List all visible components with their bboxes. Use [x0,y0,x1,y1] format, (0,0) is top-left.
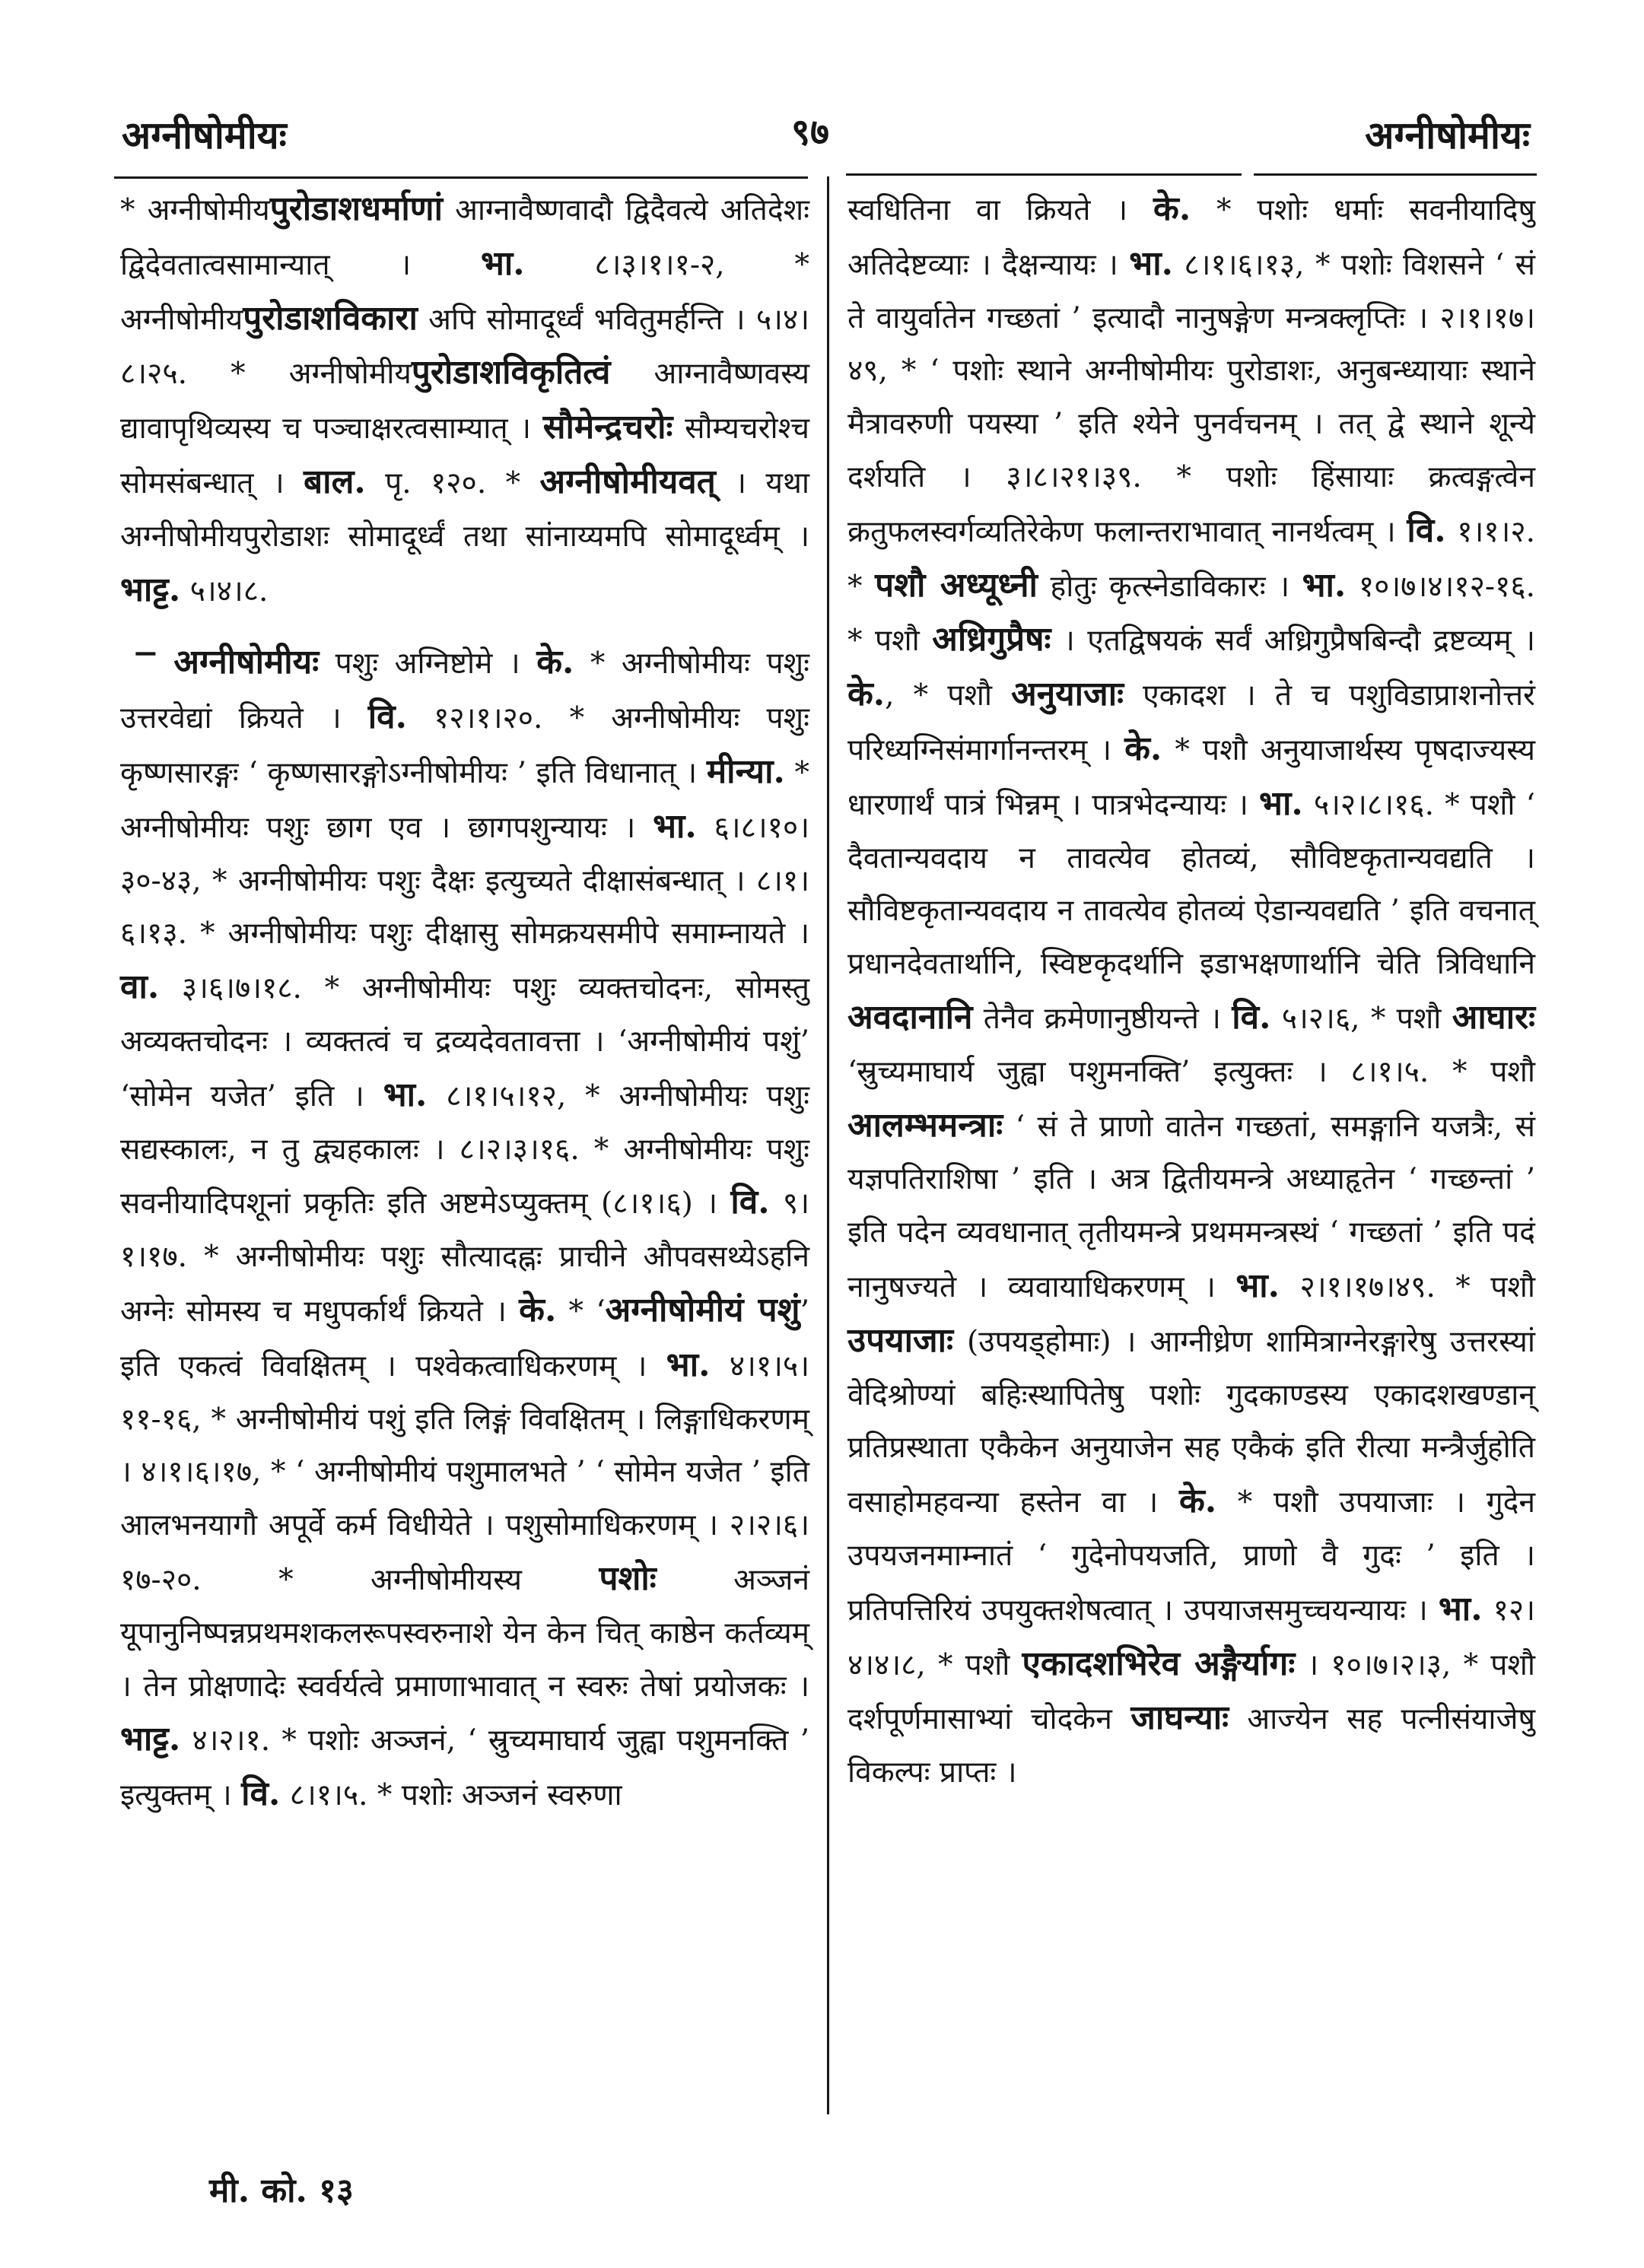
headword: के. [1153,189,1191,228]
headword: वि. [730,1183,770,1222]
text-run: ’ इति एकत्वं विवक्षितम् । पश्वेकत्वाधिकरणम् । [120,1294,809,1383]
headword: भा. [1129,243,1173,283]
headword: जाघन्याः [1130,1698,1229,1738]
text-run: १२।४।४।८, * पशौ [847,1593,1535,1682]
entry-paragraph [847,183,1535,1799]
headword: आलम्भमन्त्राः [847,1105,1003,1145]
headword: के. [536,643,574,682]
text-run: एकादश । ते च पशुविडाप्राशनोत्तरं परिध्यग्निसंमार्गानन्तरम् । [847,678,1535,767]
text-run: ८।१।५।१२, * अग्नीषोमीयः पशुः सद्यस्कालः, न तु द्व्यहकालः । ८।२।३।१६. * अग्नीषोमीयः पशुः सवनीयादिपशूनां प्रकृतिः इति अष्टमेऽप्युक्तम् (८।१।६) । [120,1078,809,1221]
headword: भा. [666,1345,711,1384]
headword: भा. [1302,565,1347,605]
text-run: आग्नावैष्णवस्य द्यावापृथिव्यस्य च पञ्चाक्षरत्वसाम्यात् । [120,357,810,446]
text-run: ८।१।६।१३, * पशोः विशसने ‘ सं ते वायुर्वातेन गच्छतां ’ इत्यादौ नानुषङ्गेण मन्त्रक्लृप्तिः । २।१।१७।४९, * ‘ पशोः स्थाने अग्नीषोमीयः पुरोडाशः, अनुबन्ध्यायाः स्थाने मैत्रावरुणी पयस्या ’ इति श्येने पुनर्वचनम् । तत् द्वे स्थाने शून्ये दर्शयति । ३।८।२१।३९. * पशोः हिंसायाः क्रत्वङ्गत्वेन क्रतुफलस्वर्गव्यतिरेकेण फलान्तराभावात् नानर्थत्वम् । [847,247,1535,549]
text-run: * अग्नीषोमीयः पशुः उत्तरवेद्यां क्रियते । [120,646,809,736]
header-rule-mid [846,173,1242,176]
text-run: १२।१।२०. * अग्नीषोमीयः पशुः कृष्णसारङ्गः ‘ कृष्णसारङ्गोऽग्नीषोमीयः ’ इति विधानात् । [120,701,809,790]
headword: वि. [1232,997,1271,1037]
headword: वि. [241,1774,281,1814]
text-run: * पशौ अनुयाजार्थस्य पृषदाज्यस्य धारणार्थं पात्रं भिन्नम् । पात्रभेदन्यायः । [847,732,1535,822]
running-head-left: अग्नीषोमीयः [122,113,287,157]
headword: वि. [367,697,407,737]
headword: अग्नीषोमीयं पशुं [605,1290,800,1329]
headword: अग्नीषोमीयः [173,643,320,682]
page-number: ९७ [791,111,829,154]
text-run: १।१।२. * [847,514,1535,604]
text-run: ३।६।७।१८. * अग्नीषोमीयः पशुः व्यक्तचोदनः, सोमस्तु अव्यक्तचोदनः । व्यक्तत्वं च द्रव्यदेवतावत्ता । ‘अग्नीषोमीयं पशुं’ ‘सोमेन यजेत’ इति । [120,971,809,1113]
headword: पशौ अध्यूध्नी [875,565,1038,605]
headword: उपयाजाः [847,1320,953,1360]
text-run: ४।२।१. * पशोः अञ्जनं, ‘ स्रुच्यमाघार्य जुह्वा पशुमनक्ति ’ इत्युक्तम् । [120,1723,809,1813]
header-rule-left [114,176,808,179]
headword: भा. [480,243,525,283]
text-run: * पशोः धर्माः सवनीयादिषु अतिदेष्टव्याः । दैक्षन्यायः । [847,193,1535,282]
text-run: अपि सोमादूर्ध्वं भवितुमर्हन्ति । ५।४।८।२५. * अग्नीषोमीय [120,302,809,392]
text-run: * ‘ [556,1294,606,1329]
text-run: । यथा अग्नीषोमीयपुरोडाशः सोमादूर्ध्वं तथा सांनाय्यमपि सोमादूर्ध्वम् । [120,465,810,554]
text-run: * अग्नीषोमीय [120,193,270,227]
headword: भा. [653,806,697,846]
headword: अध्रिगुप्रैषः [932,620,1051,659]
left-column [120,183,809,1822]
text-run: ५।२।६, * पशौ [1270,1001,1452,1036]
text-run: स्वधितिना वा क्रियते । [847,193,1154,227]
headword: पशोः [599,1558,657,1598]
headword: मीन्या. [706,751,785,791]
text-run: पशुः अग्निष्टोमे । [319,646,537,681]
headword: भा. [1438,1589,1483,1628]
entry-paragraph [120,636,809,1822]
headword: अग्नीषोमीयवत् [539,462,716,501]
headword: भा. [1259,783,1303,823]
headword: पुरोडाशविकारा [243,298,418,338]
headword: आघारः [1452,997,1535,1037]
text-run: ‘स्रुच्यमाघार्य जुह्वा पशुमनक्ति’ इत्युक्तः । ८।१।५. * पशौ [847,1054,1535,1089]
text-run: ४।१।५।११-१६, * अग्नीषोमीयं पशुं इति लिङ्गं विवक्षितम् । लिङ्गाधिकरणम् । ४।१।६।१७, * ‘ अग्नीषोमीयं पशुमालभते ’ ‘ सोमेन यजेत ’ इति आलभनयागौ अपूर्वे कर्म विधीयेते । पशुसोमाधिकरणम् । २।२।६।१७-२०. * अग्नीषोमीयस्य [120,1348,809,1597]
headword: के. [1178,1482,1217,1521]
text-run: । एतद्विषयकं सर्वं अध्रिगुप्रैषबिन्दौ द्रष्टव्यम् । [1051,624,1535,659]
headword: भा. [383,1075,428,1114]
text-run: होतुः कृत्स्नेडाविकारः । [1037,569,1302,604]
text-run: पृ. १२०. * [365,465,540,500]
headword: भाट्ट. [120,1720,181,1759]
text-run: । १०।७।२।३, * पशौ दर्शपूर्णमासाभ्यां चोदकेन [847,1647,1535,1737]
headword: के. [1124,729,1162,768]
column-divider [827,176,829,2114]
text-run: १०।७।४।१२-१६. * पशौ [847,569,1535,659]
header-rule-right [1254,173,1537,176]
right-column [847,183,1535,1799]
text-run: सौम्यचरोश्च सोमसंबन्धात् । [120,411,809,500]
text-run: * पशौ उपयाजाः । गुदेन उपयजनमाम्नातं ‘ गुदेनोपयजति, प्राणो वै गुदः ’ इति । प्रतिपत्तिरियं उपयुक्तशेषत्वात् । उपयाजसमुच्चयन्यायः । [847,1485,1536,1628]
headword: पुरोडाशविकृतित्वं [411,353,611,392]
headword: पुरोडाशधर्माणां [269,189,444,228]
headword: के. [519,1290,557,1329]
text-run: ‘ सं ते प्राणो वातेन गच्छतां, समङ्गानि यजत्रैः, सं यज्ञपतिराशिषा ’ इति । अत्र द्वितीयमन्त्रे अध्याहृतेन ‘ गच्छन्तां ’ इति पदेन व्यवधानात् तृतीयमन्त्रे प्रथममन्त्रस्थं ‘ गच्छतां ’ इति पदं नानुषज्यते । व्यवायाधिकरणम् । [847,1109,1535,1304]
text-run: २।१।१७।४९. * पशौ [1280,1269,1536,1304]
running-head-right: अग्नीषोमीयः [1365,113,1530,157]
headword: भाट्ट. [120,570,181,609]
text-run: अञ्जनं यूपानुनिष्पन्नप्रथमशकलरूपस्वरुनाशे येन केन चित् काष्ठेन कर्तव्यम् । तेन प्रोक्षणादेः स्वर्वर्यत्वे प्रमाणाभावात् न स्वरुः तेषां प्रयोजकः । [120,1562,809,1704]
section-mark-icon: ꣻ [134,643,157,682]
text-run: ८।३।१।१-२, * अग्नीषोमीय [120,247,809,337]
headword: अनुयाजाः [1011,675,1124,714]
headword: अवदानानि [847,997,973,1037]
text-run: तेनैव क्रमेणानुष्ठीयन्ते । [972,1001,1232,1036]
headword: सौमेन्द्रचरोः [542,408,673,447]
text-run: (उपयड्होमाः) । आग्नीध्रेण शामित्राग्नेरङ्गारेषु उत्तरस्यां वेदिश्रोण्यां बहिःस्थापितेषु पशोः गुदकाण्डस्य एकादशखण्डान् प्रतिप्रस्थाता एकैकेन अनुयाजेन सह एकैकं इति रीत्या मन्त्रैर्जुहोति वसाहोमहवन्या हस्तेन वा । [847,1324,1535,1520]
headword: एकादशभिरेव अङ्गैर्यागः [1022,1644,1296,1683]
text-run: ८।१।५. * पशोः अञ्जनं स्वरुणा [280,1778,622,1813]
entry-paragraph [120,183,809,618]
signature-mark: मी. को. १३ [209,2171,354,2210]
text-run: आग्नावैष्णवादौ द्विदैवत्ये अतिदेशः द्विदेवतात्वसामान्यात् । [120,193,809,282]
text-run: , * पशौ [885,678,1012,713]
headword: बाल. [304,462,366,501]
entry-body [120,643,809,1814]
text-run: ६।८।१०।३०-४३, * अग्नीषोमीयः पशुः दैक्षः इत्युच्यते दीक्षासंबन्धात् । ८।१।६।१३. * अग्नीषोमीयः पशुः दीक्षासु सोमक्रयसमीपे समाम्नायते । [120,810,809,951]
headword: भा. [1235,1266,1280,1305]
text-run: * अग्नीषोमीयः पशुः छाग एव । छागपशुन्यायः । [120,755,809,845]
text-run: आज्येन सह पत्नीसंयाजेषु विकल्पः प्राप्तः । [847,1702,1535,1790]
headword: वि. [1407,510,1446,550]
text-run: ५।४।८. [180,573,269,608]
headword: वा. [120,967,160,1007]
text-run: ५।२।८।१६. * पशौ ‘ दैवतान्यवदाय न तावत्येव होतव्यं, सौविष्टकृतान्यवद्यति । सौविष्टकृतान्यवदाय न तावत्येव होतव्यं ऐडान्यवद्यति ’ इति वचनात् प्रधानदेवतार्थानि, स्विष्टकृदर्थानि इडाभक्षणार्थानि चेति त्रिविधानि [847,787,1536,982]
text-run: ९।१।१७. * अग्नीषोमीयः पशुः सौत्यादह्नः प्राचीने औपवसथ्येऽहनि अग्नेः सोमस्य च मधुपर्कार्थं क्रियते । [120,1186,809,1329]
headword: के. [847,675,886,714]
